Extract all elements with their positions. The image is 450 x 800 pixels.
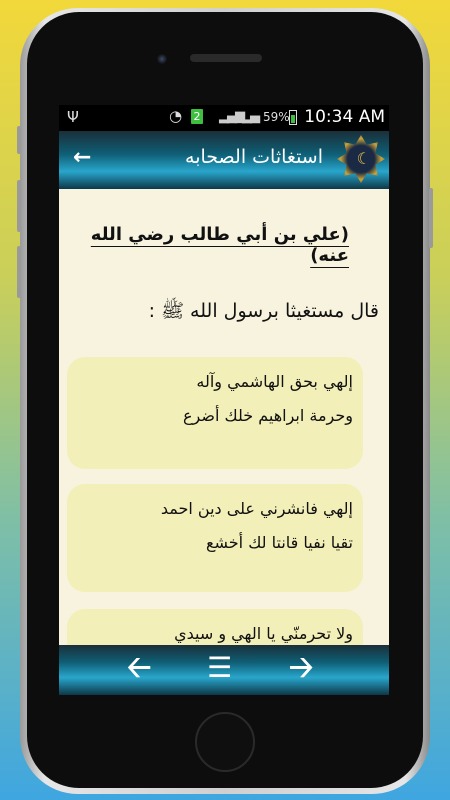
intro-text: قال مستغيثا برسول الله ﷺ : — [148, 300, 379, 322]
arrow-left-icon[interactable]: ← — [73, 145, 92, 170]
signal-icon: ▂▄ — [242, 109, 258, 124]
arrow-left-icon[interactable]: 🡠 — [127, 650, 152, 685]
signal-icon: ▂▄▆ — [219, 109, 243, 124]
verse-card — [67, 357, 363, 469]
phone-side-button — [17, 180, 21, 232]
status-time: 10:34 AM — [304, 107, 385, 127]
verse-line: ولا تحرمنّي يا الهي و سيدي — [174, 624, 353, 643]
crescent-icon: ☾ — [356, 149, 371, 168]
app-bar — [59, 131, 389, 189]
phone-side-button — [429, 188, 433, 248]
section-heading: (علي بن أبي طالب رضي الله عنه) — [90, 224, 349, 266]
phone-speaker — [190, 54, 262, 62]
battery-percentage: 59% — [263, 110, 290, 124]
battery-icon — [289, 110, 297, 125]
verse-line: تقيا نفيا قانتا لك أخشع — [205, 533, 353, 552]
arrow-right-icon[interactable]: 🡢 — [289, 650, 314, 685]
verse-line: إلهي فانشرني على دين احمد — [160, 499, 353, 518]
sim-indicator: 2 — [191, 109, 203, 124]
phone-side-button — [17, 246, 21, 298]
verse-line: وحرمة ابراهيم خلك أضرع — [182, 406, 353, 425]
status-bar — [59, 105, 389, 131]
page-title: استغاثات الصحابه — [185, 146, 323, 168]
usb-icon: Ψ — [67, 108, 79, 126]
wifi-icon: ◔ — [169, 107, 183, 125]
home-button[interactable] — [195, 712, 255, 772]
front-camera — [157, 54, 167, 64]
app-screen — [59, 105, 389, 695]
bottom-nav-bar — [59, 645, 389, 695]
phone-side-button — [17, 126, 21, 154]
verse-card — [67, 484, 363, 592]
verse-line: إلهي بحق الهاشمي وآله — [196, 372, 353, 391]
menu-icon[interactable]: ☰ — [207, 651, 233, 684]
content-area[interactable] — [59, 189, 389, 695]
